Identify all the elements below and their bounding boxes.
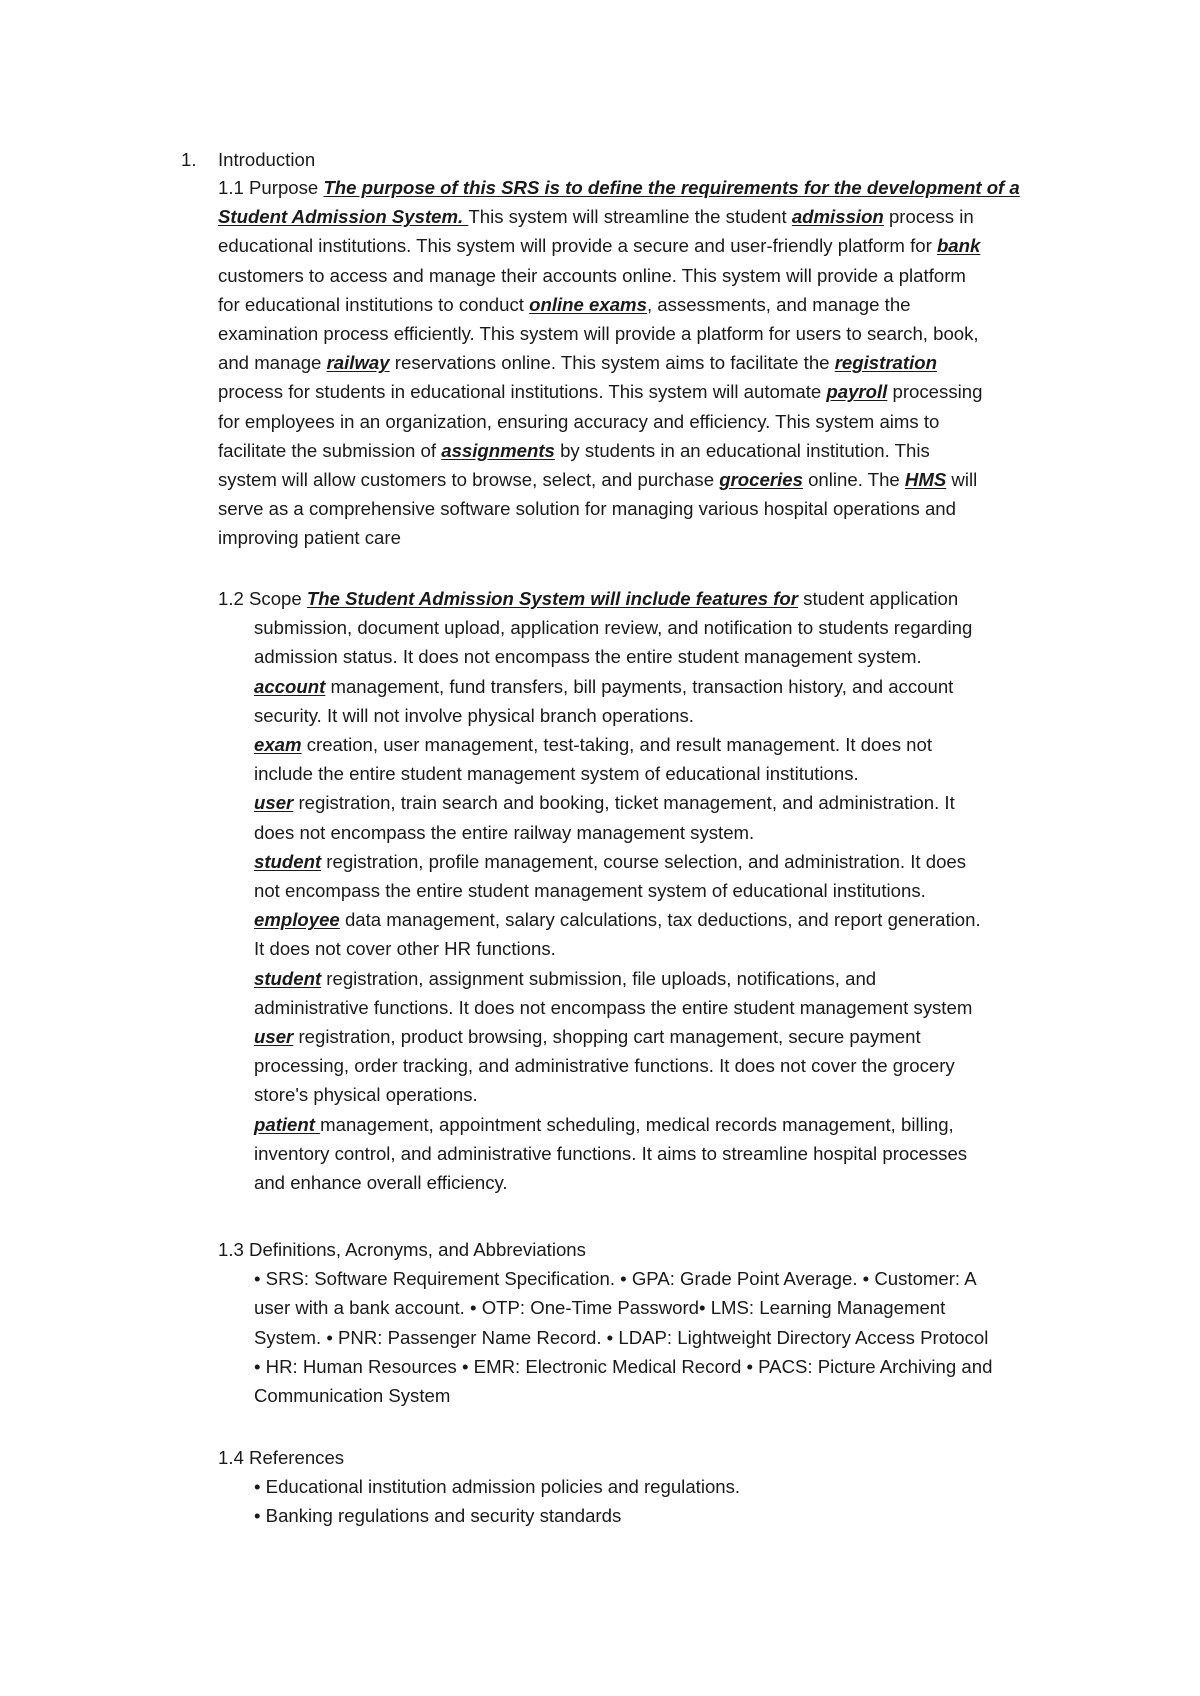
text-run: • Banking regulations and security standards (254, 1505, 622, 1527)
scope-line (254, 762, 859, 786)
text-run: customers to access and manage their accounts online. This system will provide a platform (218, 264, 966, 286)
emphasized-text: admission (791, 206, 884, 228)
text-run: creation, user management, test-taking, and result management. It does not (301, 734, 933, 755)
text-run: educational institutions. This system will provide a secure and user-friendly platform for (218, 235, 937, 257)
scope-line (254, 791, 955, 815)
purpose-line (218, 468, 977, 492)
emphasized-text: railway (326, 352, 390, 374)
emphasized-text: employee (254, 909, 340, 931)
scope-line (254, 879, 926, 903)
definitions-line (254, 1296, 945, 1320)
text-run: submission, document upload, application review, and notification to students regarding (254, 617, 973, 639)
text-run: Communication System (254, 1385, 451, 1406)
text-run: registration, product browsing, shopping cart management, secure payment (293, 1026, 921, 1047)
text-run: include the entire student management system of educational institutions. (254, 763, 859, 785)
emphasized-text: Student Admission System. (218, 206, 469, 228)
references-line (254, 1504, 621, 1528)
heading-title: Introduction (218, 149, 316, 170)
text-run: examination process efficiently. This system will provide a platform for users to search, book, (218, 323, 979, 344)
text-run: 1.3 Definitions, Acronyms, and Abbreviations (218, 1239, 586, 1260)
scope-line (254, 996, 972, 1020)
scope-line (218, 587, 958, 611)
text-run: processing, order tracking, and administrative functions. It does not cover the grocery (254, 1055, 955, 1077)
text-run: 1.2 Scope (218, 588, 307, 609)
emphasized-text: user (254, 792, 294, 814)
text-run: 1.1 Purpose (218, 177, 324, 198)
text-run: for employees in an organization, ensuring accuracy and efficiency. This system aims to (218, 410, 940, 432)
emphasized-text: The purpose of this SRS is to define the requirements for the development of a (323, 177, 1020, 198)
text-run: process for students in educational institutions. This system will automate (218, 381, 827, 403)
text-run: registration, assignment submission, file uploads, notifications, and (321, 967, 877, 989)
scope-line (254, 645, 922, 669)
text-run: 1.4 References (218, 1447, 345, 1468)
emphasized-text: user (254, 1026, 294, 1047)
references-line (254, 1475, 740, 1499)
emphasized-text: exam (254, 734, 302, 755)
purpose-line (218, 293, 911, 317)
text-run: registration, profile management, course selection, and administration. It does (321, 850, 967, 872)
text-run: System. • PNR: Passenger Name Record. • LDAP: Lightweight Directory Access Protocol (254, 1326, 989, 1348)
text-run: facilitate the submission of (218, 439, 442, 461)
purpose-line (218, 322, 979, 346)
definitions-line (254, 1355, 992, 1379)
purpose-line (218, 526, 401, 550)
scope-line (254, 821, 754, 845)
text-run: admission status. It does not encompass the entire student management system. (254, 646, 922, 668)
text-run: by students in an educational institution. This (554, 439, 930, 461)
text-run: not encompass the entire student management system of educational institutions. (254, 880, 926, 901)
purpose-line (218, 497, 956, 521)
emphasized-text: account (254, 675, 326, 697)
text-run: serve as a comprehensive software solution for managing various hospital operations and (218, 498, 956, 520)
text-run: will (946, 469, 978, 490)
purpose-line (218, 205, 974, 229)
text-run: • SRS: Software Requirement Specification. • GPA: Grade Point Average. • Customer: A (254, 1268, 977, 1290)
emphasized-text: online exams (529, 293, 647, 315)
scope-line (254, 1054, 955, 1078)
emphasized-text: The Student Admission System will include features for (306, 588, 799, 609)
scope-line (254, 1113, 954, 1137)
text-run: online. The (802, 469, 905, 490)
emphasized-text: bank (936, 235, 981, 257)
text-run: and manage (218, 352, 327, 374)
text-run: store's physical operations. (254, 1084, 478, 1106)
emphasized-text: groceries (719, 469, 803, 490)
scope-line (254, 1025, 921, 1049)
purpose-line (218, 380, 982, 404)
emphasized-text: patient (254, 1113, 321, 1135)
text-run: and enhance overall efficiency. (254, 1172, 508, 1193)
text-run: This system will streamline the student (468, 206, 792, 228)
purpose-line (218, 439, 930, 463)
text-run: security. It will not involve physical branch operations. (254, 704, 694, 726)
definitions-line (254, 1384, 450, 1408)
text-run: administrative functions. It does not encompass the entire student management system (254, 996, 973, 1018)
scope-line (254, 616, 972, 640)
scope-line (254, 1142, 967, 1166)
scope-line (254, 704, 694, 728)
text-run: user with a bank account. • OTP: One-Time Password• LMS: Learning Management (254, 1297, 946, 1319)
text-run: improving patient care (218, 527, 401, 549)
emphasized-text: HMS (904, 469, 947, 490)
purpose-line (218, 351, 937, 375)
scope-line (254, 733, 932, 757)
purpose-line (218, 234, 980, 258)
text-run: registration, train search and booking, ticket management, and administration. It (293, 792, 955, 814)
references-line (218, 1446, 344, 1470)
text-run: does not encompass the entire railway management system. (254, 821, 755, 843)
text-run: • Educational institution admission policies and regulations. (254, 1476, 741, 1498)
text-run: • HR: Human Resources • EMR: Electronic Medical Record • PACS: Picture Archiving and (254, 1355, 993, 1377)
text-run: It does not cover other HR functions. (254, 938, 556, 960)
scope-line (254, 1083, 478, 1107)
text-run: , assessments, and manage the (646, 293, 911, 315)
text-run: student application (798, 588, 959, 609)
text-run: processing (887, 381, 983, 403)
scope-line (254, 967, 876, 991)
text-run: data management, salary calculations, tax deductions, and report generation. (339, 909, 981, 931)
emphasized-text: payroll (826, 381, 888, 403)
purpose-line (218, 264, 966, 288)
text-run: inventory control, and administrative functions. It aims to streamline hospital processes (254, 1142, 968, 1164)
emphasized-text: registration (834, 352, 937, 374)
emphasized-text: student (254, 850, 322, 872)
text-run: management, appointment scheduling, medical records management, billing, (320, 1113, 954, 1135)
scope-line (254, 1171, 508, 1195)
scope-line (254, 675, 953, 699)
definitions-line (218, 1238, 586, 1262)
text-run: for educational institutions to conduct (218, 293, 530, 315)
emphasized-text: assignments (441, 439, 555, 461)
heading-number: 1. (181, 149, 197, 170)
purpose-line (218, 176, 1020, 200)
scope-line (254, 908, 981, 932)
scope-line (254, 850, 966, 874)
emphasized-text: student (254, 967, 322, 989)
purpose-line (218, 410, 939, 434)
text-run: reservations online. This system aims to facilitate the (389, 352, 835, 374)
definitions-line (254, 1267, 977, 1291)
text-run: system will allow customers to browse, select, and purchase (218, 469, 720, 490)
text-run: management, fund transfers, bill payments, transaction history, and account (325, 675, 954, 697)
scope-line (254, 937, 556, 961)
definitions-line (254, 1326, 988, 1350)
text-run: process in (883, 206, 974, 228)
